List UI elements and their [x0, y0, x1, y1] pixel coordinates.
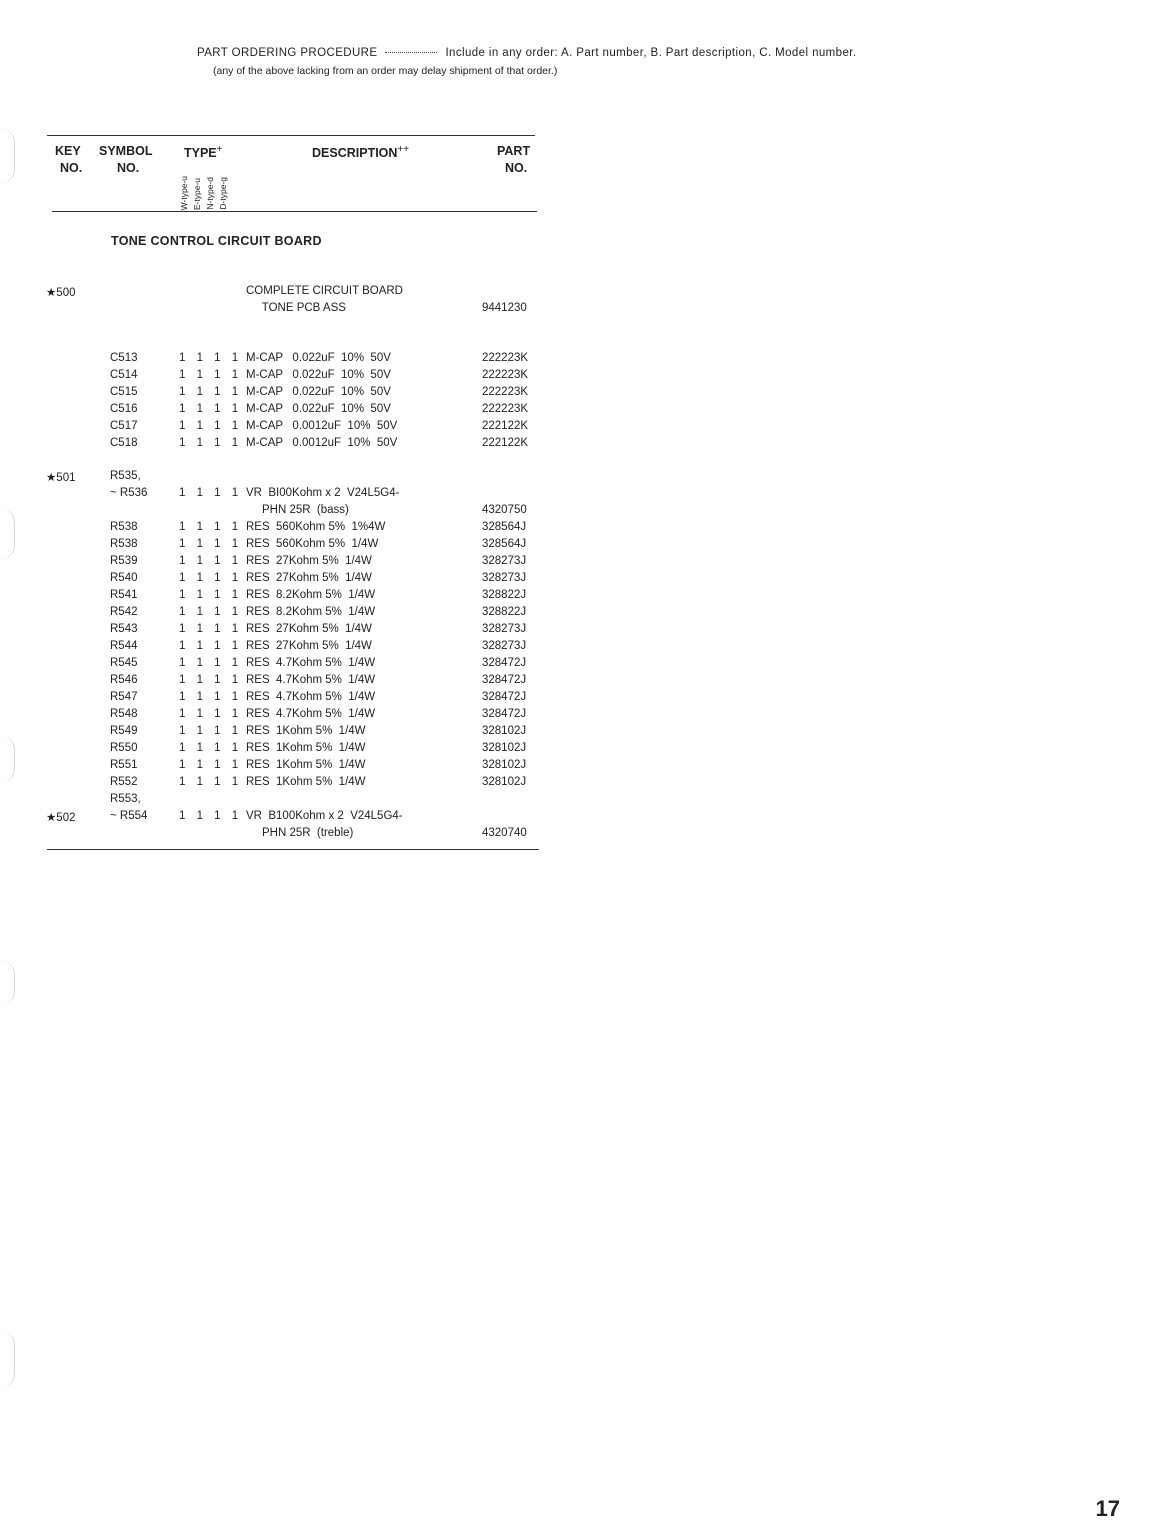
header-description [312, 144, 409, 160]
part-no-cell: 222122K [482, 420, 529, 432]
header-description-label: DESCRIPTION [312, 146, 398, 161]
description-cell: M-CAP 0.022uF 10% 50V [246, 386, 391, 398]
symbol-no-cell: C516 [110, 403, 138, 415]
table-row [0, 657, 560, 674]
type-cell: 1 1 1 1 [179, 623, 243, 635]
description-cell: RES 1Kohm 5% 1/4W [246, 742, 366, 754]
part-no-cell: 328472J [482, 691, 527, 703]
scan-edge-mark [0, 960, 15, 1006]
key-no-cell: ★502 [46, 812, 76, 824]
table-row [0, 369, 560, 386]
description-cell: RES 27Kohm 5% 1/4W [246, 623, 372, 635]
header-part-no [505, 161, 527, 175]
scan-edge-mark [0, 128, 15, 184]
table-bottom-rule [47, 849, 539, 850]
description-cell: VR BI00Kohm x 2 V24L5G4- [246, 487, 400, 499]
table-row [0, 623, 560, 640]
key-no-cell: ★500 [46, 287, 76, 299]
description-cell: VR B100Kohm x 2 V24L5G4- [246, 810, 403, 822]
type-cell: 1 1 1 1 [179, 606, 243, 618]
part-no-cell: 222223K [482, 386, 529, 398]
description-cell: RES 8.2Kohm 5% 1/4W [246, 606, 376, 618]
part-no-cell: 4320750 [482, 504, 527, 516]
symbol-no-cell: R540 [110, 572, 138, 584]
ordering-note: (any of the above lacking from an order may delay shipment of that order.) [213, 65, 558, 77]
part-no-cell: 4320740 [482, 827, 527, 839]
symbol-no-cell: R545 [110, 657, 138, 669]
table-row [0, 725, 560, 742]
part-no-cell: 222223K [482, 403, 529, 415]
part-no-cell: 328102J [482, 759, 527, 771]
type-cell: 1 1 1 1 [179, 657, 243, 669]
part-no-cell: 222223K [482, 369, 529, 381]
header-bottom-rule [52, 211, 537, 212]
part-no-cell: 328822J [482, 606, 527, 618]
symbol-no-cell: C514 [110, 369, 138, 381]
description-cell: M-CAP 0.0012uF 10% 50V [246, 420, 398, 432]
part-no-cell: 328273J [482, 572, 527, 584]
table-row [0, 674, 560, 691]
description-cell: RES 4.7Kohm 5% 1/4W [246, 674, 376, 686]
symbol-no-cell: ~ R536 [110, 487, 148, 499]
type-cell: 1 1 1 1 [179, 420, 243, 432]
symbol-no-cell: R552 [110, 776, 138, 788]
scan-edge-mark [0, 1330, 15, 1388]
header-key [55, 144, 81, 158]
type-cell: 1 1 1 1 [179, 691, 243, 703]
part-no-cell: 328102J [482, 776, 527, 788]
table-row [0, 572, 560, 589]
table-top-rule [47, 135, 535, 136]
table-row [0, 403, 560, 420]
description-cell: PHN 25R (bass) [246, 504, 349, 516]
ordering-title: PART ORDERING PROCEDURE [197, 47, 378, 59]
symbol-no-cell: R547 [110, 691, 138, 703]
part-no-cell: 328273J [482, 640, 527, 652]
symbol-no-cell: R550 [110, 742, 138, 754]
symbol-no-cell: R549 [110, 725, 138, 737]
type-cell: 1 1 1 1 [179, 369, 243, 381]
table-row [0, 437, 560, 454]
table-row [0, 606, 560, 623]
type-cell: 1 1 1 1 [179, 759, 243, 771]
header-symbol-line2: NO. [117, 161, 140, 175]
description-cell: M-CAP 0.022uF 10% 50V [246, 352, 391, 364]
table-row [0, 420, 560, 437]
key-no-cell: ★501 [46, 472, 76, 484]
type-col-e: E-type-u [192, 177, 202, 210]
table-row [0, 487, 560, 504]
symbol-no-cell: R548 [110, 708, 138, 720]
description-cell: M-CAP 0.022uF 10% 50V [246, 403, 391, 415]
table-row [0, 776, 560, 793]
description-cell: M-CAP 0.0012uF 10% 50V [246, 437, 398, 449]
page-number: 17 [1095, 1496, 1120, 1521]
symbol-no-cell: ~ R554 [110, 810, 148, 822]
description-cell: M-CAP 0.022uF 10% 50V [246, 369, 391, 381]
header-symbol [99, 144, 152, 158]
description-cell: PHN 25R (treble) [246, 827, 354, 839]
description-cell: RES 27Kohm 5% 1/4W [246, 555, 372, 567]
header-part-line2: NO. [505, 161, 528, 175]
part-no-cell: 328564J [482, 521, 527, 533]
table-row [0, 538, 560, 555]
part-no-cell: 328273J [482, 555, 527, 567]
type-cell: 1 1 1 1 [179, 674, 243, 686]
symbol-no-cell: C517 [110, 420, 138, 432]
header-key-no [60, 161, 82, 175]
symbol-no-cell: C518 [110, 437, 138, 449]
symbol-no-cell: R535, [110, 470, 141, 482]
part-no-cell: 222223K [482, 352, 529, 364]
symbol-no-cell: R544 [110, 640, 138, 652]
table-row [0, 759, 560, 776]
type-cell: 1 1 1 1 [179, 538, 243, 550]
header-type-label: TYPE [184, 146, 217, 161]
part-no-cell: 328102J [482, 742, 527, 754]
part-no-cell: 328564J [482, 538, 527, 550]
header-key-line2: NO. [60, 161, 83, 175]
symbol-no-cell: R538 [110, 538, 138, 550]
symbol-no-cell: R546 [110, 674, 138, 686]
table-row [0, 810, 560, 827]
header-part [497, 144, 530, 158]
part-no-cell: 222122K [482, 437, 529, 449]
symbol-no-cell: R538 [110, 521, 138, 533]
table-row [0, 386, 560, 403]
symbol-no-cell: R541 [110, 589, 138, 601]
section-title: TONE CONTROL CIRCUIT BOARD [111, 234, 322, 248]
type-cell: 1 1 1 1 [179, 555, 243, 567]
header-part-line1: PART [497, 144, 531, 158]
type-cell: 1 1 1 1 [179, 386, 243, 398]
part-no-cell: 328472J [482, 708, 527, 720]
table-row [0, 691, 560, 708]
part-no-cell: 9441230 [482, 302, 527, 314]
type-cell: 1 1 1 1 [179, 352, 243, 364]
symbol-no-cell: R539 [110, 555, 138, 567]
description-cell: RES 8.2Kohm 5% 1/4W [246, 589, 376, 601]
description-cell: RES 1Kohm 5% 1/4W [246, 776, 366, 788]
table-row [0, 470, 560, 487]
ordering-instruction: Include in any order: A. Part number, B. Part description, C. Model number. [445, 47, 857, 59]
table-row [0, 589, 560, 606]
type-cell: 1 1 1 1 [179, 403, 243, 415]
ordering-procedure-line [197, 47, 856, 59]
table-row [0, 793, 560, 810]
description-cell: RES 27Kohm 5% 1/4W [246, 572, 372, 584]
table-row [0, 352, 560, 369]
symbol-no-cell: C515 [110, 386, 138, 398]
header-type-mark: + [216, 144, 223, 155]
part-no-cell: 328472J [482, 674, 527, 686]
type-columns [178, 162, 234, 210]
symbol-no-cell: R542 [110, 606, 138, 618]
symbol-no-cell: R553, [110, 793, 141, 805]
part-no-cell: 328472J [482, 657, 527, 669]
dotted-leader [385, 52, 437, 53]
part-no-cell: 328273J [482, 623, 527, 635]
description-cell: RES 560Kohm 5% 1/4W [246, 538, 379, 550]
description-cell: RES 27Kohm 5% 1/4W [246, 640, 372, 652]
header-key-line1: KEY [55, 144, 81, 158]
header-description-mark: ++ [397, 144, 410, 155]
description-cell: RES 4.7Kohm 5% 1/4W [246, 691, 376, 703]
table-row [0, 302, 560, 319]
table-row [0, 827, 560, 844]
table-row [0, 285, 560, 302]
type-cell: 1 1 1 1 [179, 725, 243, 737]
type-cell: 1 1 1 1 [179, 810, 243, 822]
description-cell: RES 560Kohm 5% 1%4W [246, 521, 386, 533]
table-row [0, 742, 560, 759]
description-cell: RES 4.7Kohm 5% 1/4W [246, 657, 376, 669]
part-no-cell: 328822J [482, 589, 527, 601]
header-symbol-no [117, 161, 139, 175]
table-row [0, 708, 560, 725]
type-col-w: W-type-u [179, 175, 189, 210]
type-cell: 1 1 1 1 [179, 521, 243, 533]
symbol-no-cell: R543 [110, 623, 138, 635]
symbol-no-cell: C513 [110, 352, 138, 364]
description-cell: RES 4.7Kohm 5% 1/4W [246, 708, 376, 720]
type-col-d: D-type-g [218, 177, 228, 210]
description-cell: TONE PCB ASS [246, 302, 346, 314]
table-row [0, 504, 560, 521]
type-cell: 1 1 1 1 [179, 572, 243, 584]
table-row [0, 555, 560, 572]
symbol-no-cell: R551 [110, 759, 138, 771]
type-cell: 1 1 1 1 [179, 487, 243, 499]
description-cell: RES 1Kohm 5% 1/4W [246, 725, 366, 737]
type-cell: 1 1 1 1 [179, 776, 243, 788]
table-row [0, 640, 560, 657]
part-no-cell: 328102J [482, 725, 527, 737]
type-cell: 1 1 1 1 [179, 437, 243, 449]
type-col-n: N-type-d [205, 177, 215, 210]
type-cell: 1 1 1 1 [179, 589, 243, 601]
header-type [184, 144, 223, 160]
description-cell: COMPLETE CIRCUIT BOARD [246, 285, 403, 297]
type-cell: 1 1 1 1 [179, 640, 243, 652]
type-cell: 1 1 1 1 [179, 708, 243, 720]
header-symbol-line1: SYMBOL [99, 144, 153, 158]
table-row [0, 521, 560, 538]
type-cell: 1 1 1 1 [179, 742, 243, 754]
description-cell: RES 1Kohm 5% 1/4W [246, 759, 366, 771]
